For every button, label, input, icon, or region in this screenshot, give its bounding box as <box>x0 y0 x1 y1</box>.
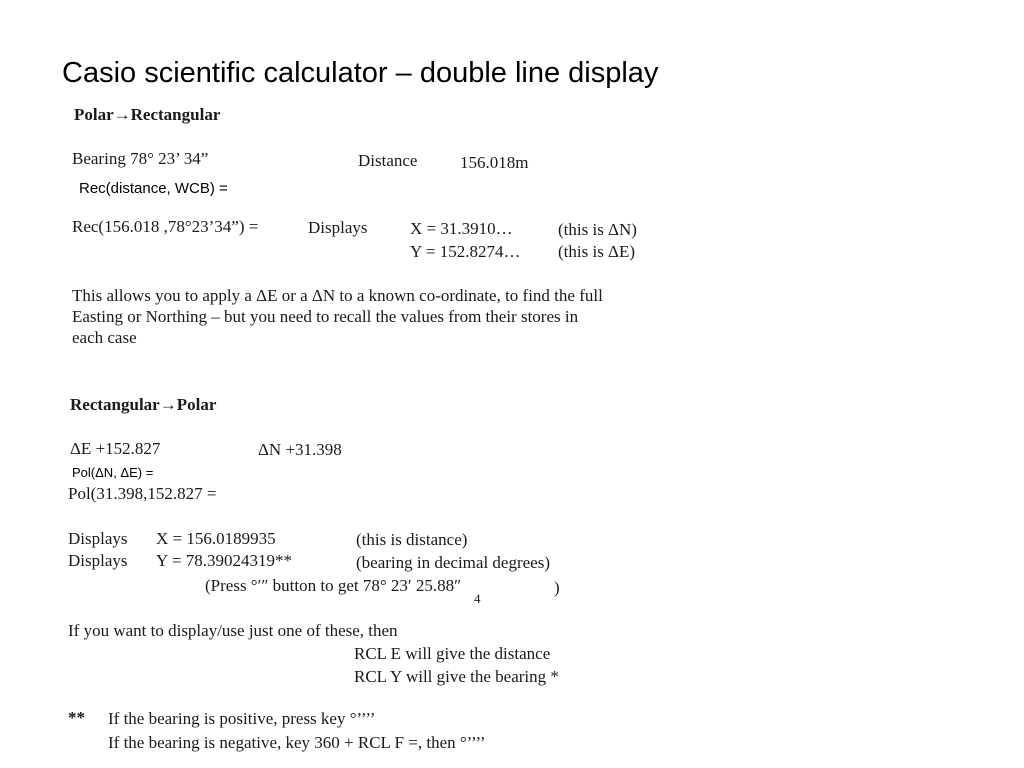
pol-y-note: (bearing in decimal degrees) <box>356 553 550 572</box>
rec-y-result: Y = 152.8274… <box>410 242 521 261</box>
page-number: 4 <box>474 591 481 606</box>
rec-x-result: X = 31.3910… <box>410 219 513 238</box>
delta-n-value: ΔN +31.398 <box>258 440 342 459</box>
explanation-line-2: Easting or Northing – but you need to recall the values from their stores in <box>72 307 579 326</box>
distance-label: Distance <box>358 151 418 170</box>
press-instruction: (Press °′″ button to get 78° 23′ 25.88″ <box>205 576 462 595</box>
rec-formula-note: Rec(distance, WCB) = <box>79 180 228 197</box>
delta-e-value: ΔE +152.827 <box>70 439 161 458</box>
page-title: Casio scientific calculator – double line display <box>62 57 659 89</box>
pol-input: Pol(31.398,152.827 = <box>68 484 217 503</box>
polar-to-rect-heading: Polar→Rectangular <box>74 105 221 124</box>
pol-formula-note: Pol(ΔN, ΔE) = <box>72 465 154 480</box>
rec-y-note: (this is ΔE) <box>558 242 636 261</box>
distance-value: 156.018m <box>460 153 529 172</box>
explanation-line-3: each case <box>72 328 137 347</box>
rcl-e-line: RCL E will give the distance <box>354 644 551 663</box>
rec-input: Rec(156.018 ,78°23’34”) = <box>72 217 259 236</box>
pol-displays-label-2: Displays <box>68 551 128 570</box>
bearing-text: Bearing 78° 23’ 34” <box>72 149 209 168</box>
pol-x-note: (this is distance) <box>356 530 468 549</box>
pol-y-result: Y = 78.39024319** <box>156 551 292 570</box>
rcl-y-line: RCL Y will give the bearing * <box>354 667 559 686</box>
pol-displays-label-1: Displays <box>68 529 128 548</box>
footnote-positive: If the bearing is positive, press key °’’’’ <box>108 709 376 728</box>
footnote-marker: ** <box>68 708 85 727</box>
press-instruction-close: ) <box>554 578 560 597</box>
pol-x-result: X = 156.0189935 <box>156 529 276 548</box>
rect-to-polar-heading: Rectangular→Polar <box>70 395 217 414</box>
if-display-line: If you want to display/use just one of these, then <box>68 621 398 640</box>
explanation-line-1: This allows you to apply a ΔE or a ΔN to a known co-ordinate, to find the full <box>72 286 603 305</box>
rec-x-note: (this is ΔN) <box>558 220 637 239</box>
rec-displays-label: Displays <box>308 218 368 237</box>
footnote-negative: If the bearing is negative, key 360 + RCL F =, then °’’’’ <box>108 733 486 752</box>
